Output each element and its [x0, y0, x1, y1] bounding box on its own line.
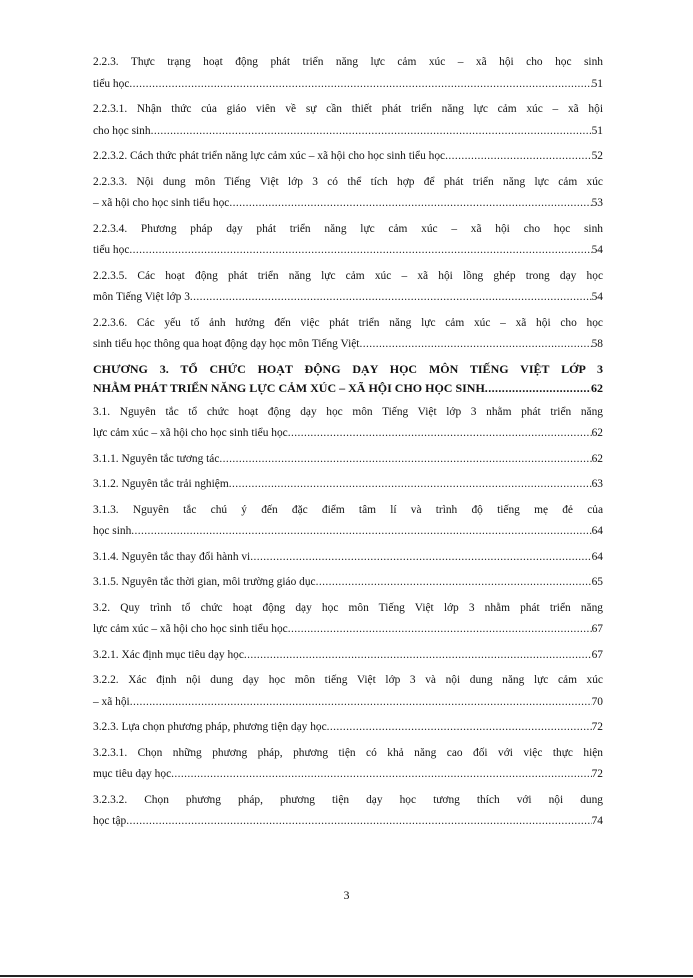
leader-dots	[288, 619, 592, 641]
toc-entry-line2: 3.2.3. Lựa chọn phương pháp, phương tiện dạy học	[93, 721, 327, 733]
toc-page-number: 64	[591, 525, 603, 537]
toc-entry-line2: học sinh	[93, 525, 132, 537]
toc-page-number: 62	[591, 380, 603, 395]
leader-dots	[130, 692, 592, 714]
leader-dots	[327, 717, 592, 739]
toc-entry-line1: 3.2.3.1. Chọn những phương pháp, phương tiện có khả năng cao đối với việc thực hiện	[93, 746, 603, 759]
toc-entry	[93, 449, 603, 471]
leader-dots	[190, 287, 592, 309]
toc-entry	[93, 52, 603, 95]
toc-entry	[93, 670, 603, 713]
leader-dots	[316, 572, 592, 594]
toc-entry	[93, 743, 603, 786]
toc-page-number: 64	[591, 550, 603, 563]
toc-page-number: 70	[591, 695, 603, 708]
leader-dots	[485, 379, 591, 398]
leader-dots	[129, 74, 591, 96]
toc-entry	[93, 146, 603, 168]
toc-entry-line1: 2.2.3.6. Các yếu tố ảnh hưởng đến việc phát triển năng lực cảm xúc – xã hội cho học	[93, 316, 603, 329]
leader-dots	[445, 146, 592, 168]
toc-entry-line2: sinh tiểu học thông qua hoạt động dạy học môn Tiếng Việt	[93, 338, 360, 350]
toc-page-number: 72	[591, 768, 603, 780]
toc-entry	[93, 313, 603, 356]
toc-entry-line2: – xã hội cho học sinh tiểu học	[93, 197, 230, 209]
leader-dots	[229, 474, 592, 496]
toc-page-number: 51	[591, 124, 603, 137]
leader-dots	[151, 121, 592, 143]
toc-page-number: 65	[591, 576, 603, 588]
toc-page-number: 52	[591, 150, 603, 162]
toc-entry-line1: 3.1.3. Nguyên tắc chú ý đến đặc điểm tâm lí và trình độ tiếng mẹ đẻ của	[93, 503, 603, 516]
bottom-rule	[0, 975, 693, 977]
toc-entry-line1: 2.2.3.5. Các hoạt động phát triển năng lực cảm xúc – xã hội lồng ghép trong dạy học	[93, 269, 603, 282]
toc-entry-line2: cho học sinh	[93, 124, 151, 137]
leader-dots	[126, 811, 591, 833]
toc-page-number: 51	[591, 77, 603, 90]
toc-entry	[93, 598, 603, 641]
toc-entry	[93, 790, 603, 833]
toc-entry-line1: 3.2. Quy trình tổ chức hoạt động dạy học môn Tiếng Việt lớp 3 nhằm phát triển năng	[93, 601, 603, 614]
toc-page-number: 63	[591, 478, 603, 490]
toc-entry-line2: học tập	[93, 815, 127, 827]
toc-page-number: 54	[591, 291, 603, 303]
toc-page-number: 53	[591, 197, 603, 209]
toc-entry	[93, 266, 603, 309]
toc-page-number: 74	[591, 815, 603, 827]
toc-entry	[93, 474, 603, 496]
toc-page-number: 58	[591, 338, 603, 350]
toc-entry-line2: tiểu học	[93, 77, 130, 90]
toc-entry-line2: 3.1.4. Nguyên tắc thay đổi hành vi	[93, 550, 251, 563]
chapter-title-line2: NHẰM PHÁT TRIỂN NĂNG LỰC CẢM XÚC – XÃ HỘI CHO HỌC SINH	[93, 380, 485, 395]
table-of-contents	[93, 52, 603, 833]
toc-entry-line1: 2.2.3.1. Nhận thức của giáo viên về sự cần thiết phát triển năng lực cảm xúc – xã hội	[93, 103, 603, 115]
leader-dots	[219, 449, 591, 471]
toc-page-number: 54	[591, 244, 603, 256]
leader-dots	[229, 193, 591, 215]
toc-entry-line2: 3.2.1. Xác định mục tiêu dạy học	[93, 648, 244, 661]
toc-entry-line2: lực cảm xúc – xã hội cho học sinh tiểu học	[93, 427, 288, 439]
toc-entry	[93, 99, 603, 142]
toc-entry-line2: lực cảm xúc – xã hội cho học sinh tiểu học	[93, 623, 288, 635]
toc-page-number: 67	[591, 623, 603, 635]
toc-entry	[93, 645, 603, 667]
toc-entry-line1: 3.2.3.2. Chọn phương pháp, phương tiện dạy học tương thích với nội dung	[93, 793, 603, 806]
toc-entry-line2: 3.1.1. Nguyên tắc tương tác	[93, 452, 220, 465]
toc-entry-line1: 2.2.3. Thực trạng hoạt động phát triển năng lực cảm xúc – xã hội cho học sinh	[93, 56, 603, 68]
toc-entry	[93, 402, 603, 445]
toc-entry-line2: 2.2.3.2. Cách thức phát triển năng lực cảm xúc – xã hội cho học sinh tiểu học	[93, 150, 446, 162]
toc-entry-line2: tiểu học	[93, 244, 130, 256]
toc-entry-line1: 2.2.3.4. Phương pháp dạy phát triển năng lực cảm xúc – xã hội cho học sinh	[93, 222, 603, 235]
toc-entry-line2: 3.1.5. Nguyên tắc thời gian, môi trường giáo dục	[93, 576, 316, 588]
chapter-title-line1: CHƯƠNG 3. TỔ CHỨC HOẠT ĐỘNG DẠY HỌC MÔN TIẾNG VIỆT LỚP 3	[93, 361, 603, 376]
toc-entry-line2: môn Tiếng Việt lớp 3	[93, 291, 190, 303]
leader-dots	[359, 334, 591, 356]
toc-entry-line2: – xã hội	[93, 695, 130, 708]
toc-entry	[93, 500, 603, 543]
leader-dots	[129, 240, 591, 262]
toc-page-number: 72	[591, 721, 603, 733]
leader-dots	[288, 423, 592, 445]
toc-entry-line1: 3.1. Nguyên tắc tổ chức hoạt động dạy học môn Tiếng Việt lớp 3 nhằm phát triển năng	[93, 405, 603, 418]
toc-entry	[93, 717, 603, 739]
toc-entry-line1: 3.2.2. Xác định nội dung dạy học môn tiếng Việt lớp 3 và nội dung năng lực cảm xúc	[93, 674, 603, 686]
toc-entry-line1: 2.2.3.3. Nội dung môn Tiếng Việt lớp 3 có thể tích hợp để phát triển năng lực cảm xúc	[93, 175, 603, 188]
toc-page-number: 67	[591, 648, 603, 661]
toc-page-number: 62	[591, 452, 603, 465]
toc-entry	[93, 547, 603, 569]
toc-entry-line2: 3.1.2. Nguyên tắc trải nghiệm	[93, 478, 229, 490]
toc-chapter-heading	[93, 360, 603, 398]
leader-dots	[131, 521, 591, 543]
toc-entry	[93, 572, 603, 594]
toc-entry-line2: mục tiêu dạy học	[93, 768, 172, 780]
toc-entry	[93, 172, 603, 215]
toc-page-number: 62	[591, 427, 603, 439]
toc-entry	[93, 219, 603, 262]
page-number: 3	[343, 888, 350, 902]
leader-dots	[250, 547, 591, 569]
leader-dots	[171, 764, 591, 786]
leader-dots	[244, 645, 592, 667]
